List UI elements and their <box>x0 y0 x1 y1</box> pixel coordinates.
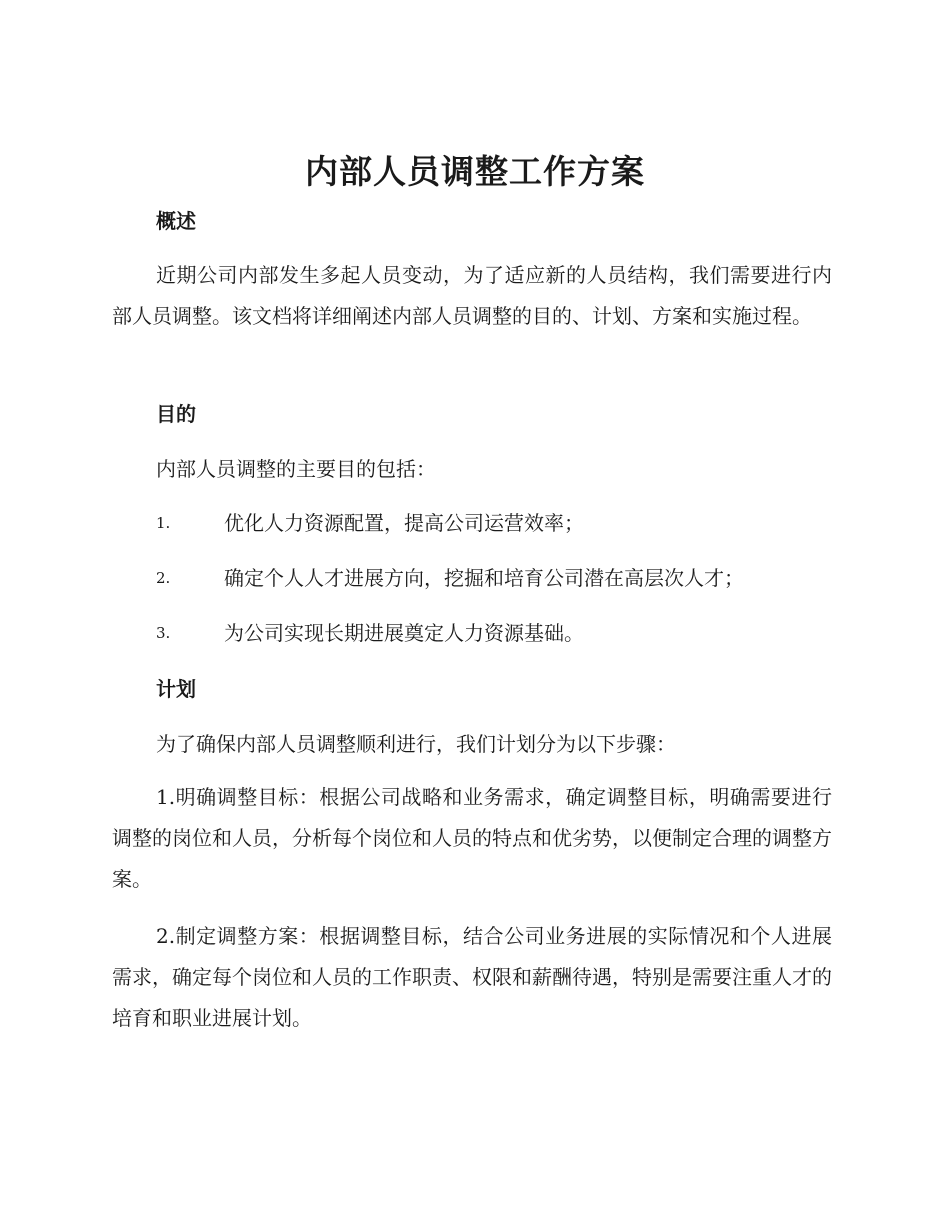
section-heading-overview: 概述 <box>156 209 196 233</box>
list-number: 3. <box>156 624 171 642</box>
page-title: 内部人员调整工作方案 <box>305 152 645 191</box>
list-text: 确定个人人才进展方向，挖掘和培育公司潜在高层次人才； <box>224 566 744 590</box>
plan-intro: 为了确保内部人员调整顺利进行，我们计划分为以下步骤： <box>156 732 676 756</box>
list-text: 为公司实现长期进展奠定人力资源基础。 <box>224 621 584 645</box>
list-number: 1. <box>156 514 171 532</box>
list-text: 优化人力资源配置，提高公司运营效率； <box>224 511 584 535</box>
plan-step-paragraph: 1.明确调整目标：根据公司战略和业务需求，确定调整目标，明确需要进行调整的岗位和人员，分析每个岗位和人员的特点和优劣势，以便制定合理的调整方案。 <box>112 785 832 891</box>
section-heading-purpose: 目的 <box>156 402 196 426</box>
section-heading-plan: 计划 <box>156 677 196 701</box>
overview-paragraph: 近期公司内部发生多起人员变动，为了适应新的人员结构，我们需要进行内部人员调整。该文档将详细阐述内部人员调整的目的、计划、方案和实施过程。 <box>112 263 832 328</box>
purpose-intro: 内部人员调整的主要目的包括： <box>156 457 436 481</box>
plan-step-paragraph: 2.制定调整方案：根据调整目标，结合公司业务进展的实际情况和个人进展需求，确定每个岗位和人员的工作职责、权限和薪酬待遇，特别是需要注重人才的培育和职业进展计划。 <box>112 924 832 1030</box>
list-number: 2. <box>156 569 171 587</box>
